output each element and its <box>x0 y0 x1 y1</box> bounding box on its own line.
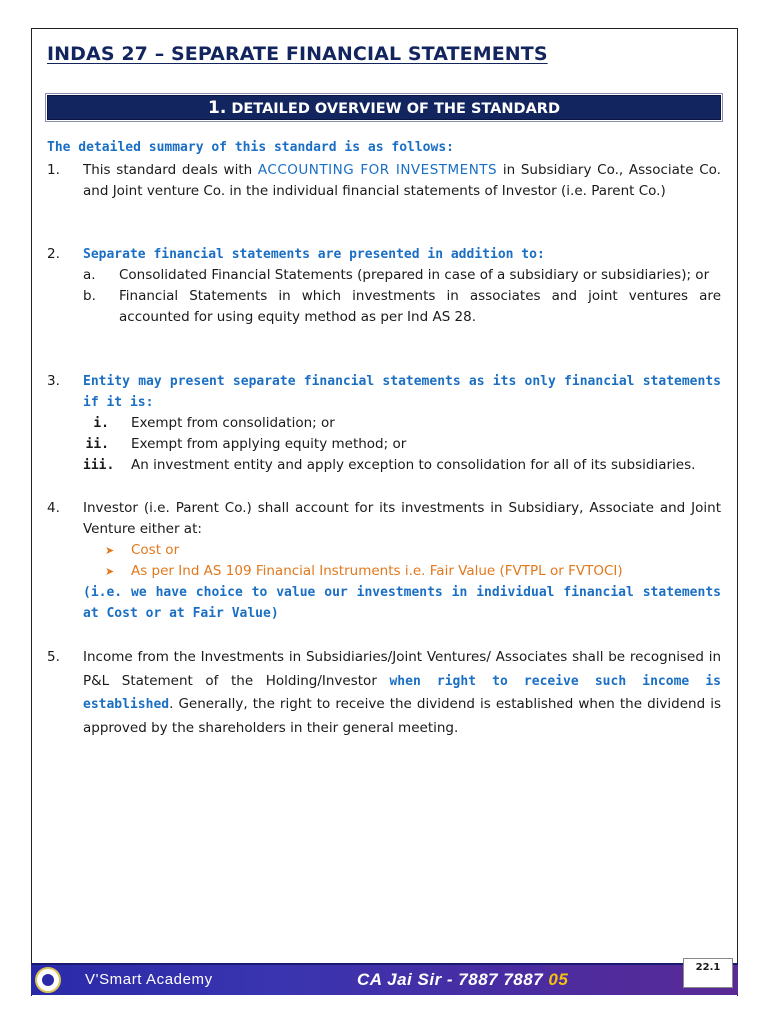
item-text: Income from the Investments in Subsidiaries/Joint Ventures/ Associates shall be recognised in P&L Statement of the Holding/Investor <box>83 649 721 689</box>
sub-item-label: i. <box>93 416 109 431</box>
bullet-text: As per Ind AS 109 Financial Instruments i.e. Fair Value (FVTPL or FVTOCI) <box>131 563 623 579</box>
item-number: 4. <box>47 500 60 516</box>
sub-item-text: Financial Statements in which investments in associates and joint ventures are accounted for using equity method as per Ind AS 28. <box>119 288 721 325</box>
item-body <box>83 646 721 740</box>
item-text: . Generally, the right to receive the dividend is established when the dividend is approved by the shareholders in their general meeting. <box>83 696 721 736</box>
bullet-item <box>103 540 721 561</box>
academy-name: V'Smart Academy <box>85 971 213 988</box>
academy-logo-icon <box>35 967 61 993</box>
page-number: 22.1 <box>683 958 733 988</box>
sub-item-text: Exempt from consolidation; or <box>131 415 335 431</box>
intro-text: The detailed summary of this standard is as follows: <box>47 140 454 155</box>
list-item-3 <box>47 371 721 476</box>
sub-item-text: An investment entity and apply exception to consolidation for all of its subsidiaries. <box>131 457 696 473</box>
sub-item <box>83 434 721 455</box>
item-text: This standard deals with <box>83 162 258 178</box>
item-text: in Subsidiary Co., Associate Co. and Joint venture Co. in the individual financial statements of Investor (i.e. Parent Co.) <box>83 162 721 199</box>
item-highlight: when right to receive such income is established <box>83 673 722 712</box>
sub-item <box>83 413 721 434</box>
item-highlight: ACCOUNTING FOR INVESTMENTS <box>257 162 498 178</box>
sub-item-text: Consolidated Financial Statements (prepared in case of a subsidiary or subsidiaries); or <box>119 267 710 283</box>
section-number: 1. <box>208 98 227 118</box>
sub-item-label: b. <box>83 288 96 304</box>
sub-item-label: ii. <box>85 437 109 452</box>
list-item-2 <box>47 244 721 328</box>
section-title: DETAILED OVERVIEW OF THE STANDARD <box>231 101 560 117</box>
item-number: 3. <box>47 373 60 389</box>
list-item-4 <box>47 498 721 624</box>
contact-info <box>357 970 568 990</box>
list-item-5 <box>47 646 721 740</box>
sub-item <box>83 286 721 328</box>
contact-highlight: 05 <box>548 970 569 989</box>
sub-item <box>83 455 721 476</box>
section-header <box>47 95 721 120</box>
sub-item-text: Exempt from applying equity method; or <box>131 436 407 452</box>
sub-item-label: a. <box>83 267 96 283</box>
contact-text: CA Jai Sir - 7887 7887 <box>357 970 549 989</box>
item-number: 1. <box>47 162 60 178</box>
page-title: INDAS 27 – SEPARATE FINANCIAL STATEMENTS <box>47 43 548 65</box>
bullet-text: Cost or <box>131 542 180 558</box>
list-item-1 <box>47 160 721 202</box>
item-number: 2. <box>47 246 60 262</box>
arrow-bullet-icon: ➤ <box>105 565 115 578</box>
item-note: (i.e. we have choice to value our investments in individual financial statements at Cost or at Fair Value) <box>83 585 721 621</box>
sub-item-label: iii. <box>83 458 115 473</box>
item-heading: Separate financial statements are presented in addition to: <box>83 247 545 262</box>
sub-item <box>83 265 721 286</box>
item-text: Investor (i.e. Parent Co.) shall account for its investments in Subsidiary, Associate and Joint Venture either at: <box>83 500 721 537</box>
bullet-item <box>103 561 721 582</box>
footer-banner <box>31 963 738 995</box>
item-heading: Entity may present separate financial statements as its only financial statements if it is: <box>83 374 721 410</box>
arrow-bullet-icon: ➤ <box>105 544 115 557</box>
item-body <box>83 160 721 202</box>
item-number: 5. <box>47 649 60 665</box>
